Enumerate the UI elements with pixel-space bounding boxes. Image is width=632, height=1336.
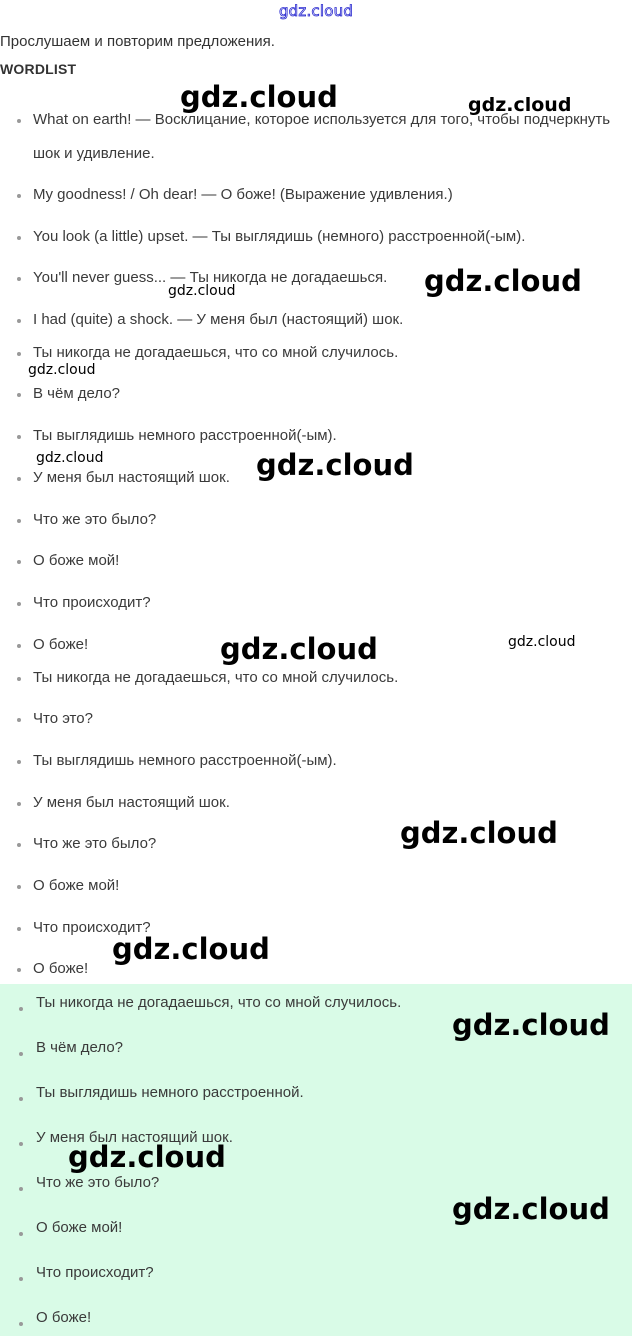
watermark: gdz.cloud <box>168 283 236 299</box>
watermark: gdz.cloud <box>400 816 558 850</box>
list-item-text: Ты никогда не догадаешься, что со мной случилось. <box>33 344 399 361</box>
wordlist-heading: WORDLIST <box>0 61 77 77</box>
list-item-text: My goodness! / Oh dear! — О боже! (Выражение удивления.) <box>33 186 453 203</box>
list-item-text: Ты никогда не догадаешься, что со мной случилось. <box>36 994 402 1011</box>
list-item-text: What on earth! — Восклицание, которое используется для того, чтобы подчеркнуть шок и удивление. <box>33 111 611 162</box>
list-item-text: Ты никогда не догадаешься, что со мной случилось. <box>33 669 399 686</box>
watermark: gdz.cloud <box>180 80 338 114</box>
list-item-text: У меня был настоящий шок. <box>33 469 230 486</box>
list-item-text: У меня был настоящий шок. <box>33 794 230 811</box>
list-item-text: О боже мой! <box>33 552 120 569</box>
watermark: gdz.cloud <box>424 264 582 298</box>
intro-text: Прослушаем и повторим предложения. <box>0 33 275 50</box>
list-item-text: Что происходит? <box>33 594 151 611</box>
list-item-text: Что происходит? <box>36 1264 154 1281</box>
watermark: gdz.cloud <box>468 94 572 116</box>
watermark: gdz.cloud <box>112 932 270 966</box>
list-item-text: О боже! <box>36 1309 92 1326</box>
list-item-text: Что же это было? <box>33 835 157 852</box>
list-item-text: Ты выглядишь немного расстроенной(-ым). <box>33 427 337 444</box>
list-item-text: Ты выглядишь немного расстроенной(-ым). <box>33 752 337 769</box>
watermark: gdz.cloud <box>36 450 104 466</box>
list-item-text: You'll never guess... — Ты никогда не догадаешься. <box>33 269 388 286</box>
list-item-text: Что это? <box>33 710 93 727</box>
list-item-text: You look (a little) upset. — Ты выглядишь (немного) расстроенной(-ым). <box>33 228 526 245</box>
list-item-text: В чём дело? <box>33 385 121 402</box>
list-item-text: I had (quite) a shock. — У меня был (настоящий) шок. <box>33 311 404 328</box>
watermark: gdz.cloud <box>452 1008 610 1042</box>
list-item-text: Что же это было? <box>33 511 157 528</box>
list-item-text: О боже мой! <box>36 1219 123 1236</box>
list-item-text: Что происходит? <box>33 919 151 936</box>
watermark: gdz.cloud <box>256 448 414 482</box>
watermark: gdz.cloud <box>452 1192 610 1226</box>
site-logo[interactable]: gdz.cloud <box>278 2 354 20</box>
list-item-text: Ты выглядишь немного расстроенной. <box>36 1084 304 1101</box>
watermark: gdz.cloud <box>508 634 576 650</box>
list-item-text: О боже мой! <box>33 877 120 894</box>
list-item-text: О боже! <box>33 960 89 977</box>
list-item-text: Что же это было? <box>36 1174 160 1191</box>
watermark: gdz.cloud <box>28 362 96 378</box>
watermark: gdz.cloud <box>68 1140 226 1174</box>
list-item-text: У меня был настоящий шок. <box>36 1129 233 1146</box>
list-item-text: О боже! <box>33 636 89 653</box>
list-item-text: В чём дело? <box>36 1039 124 1056</box>
watermark: gdz.cloud <box>220 632 378 666</box>
